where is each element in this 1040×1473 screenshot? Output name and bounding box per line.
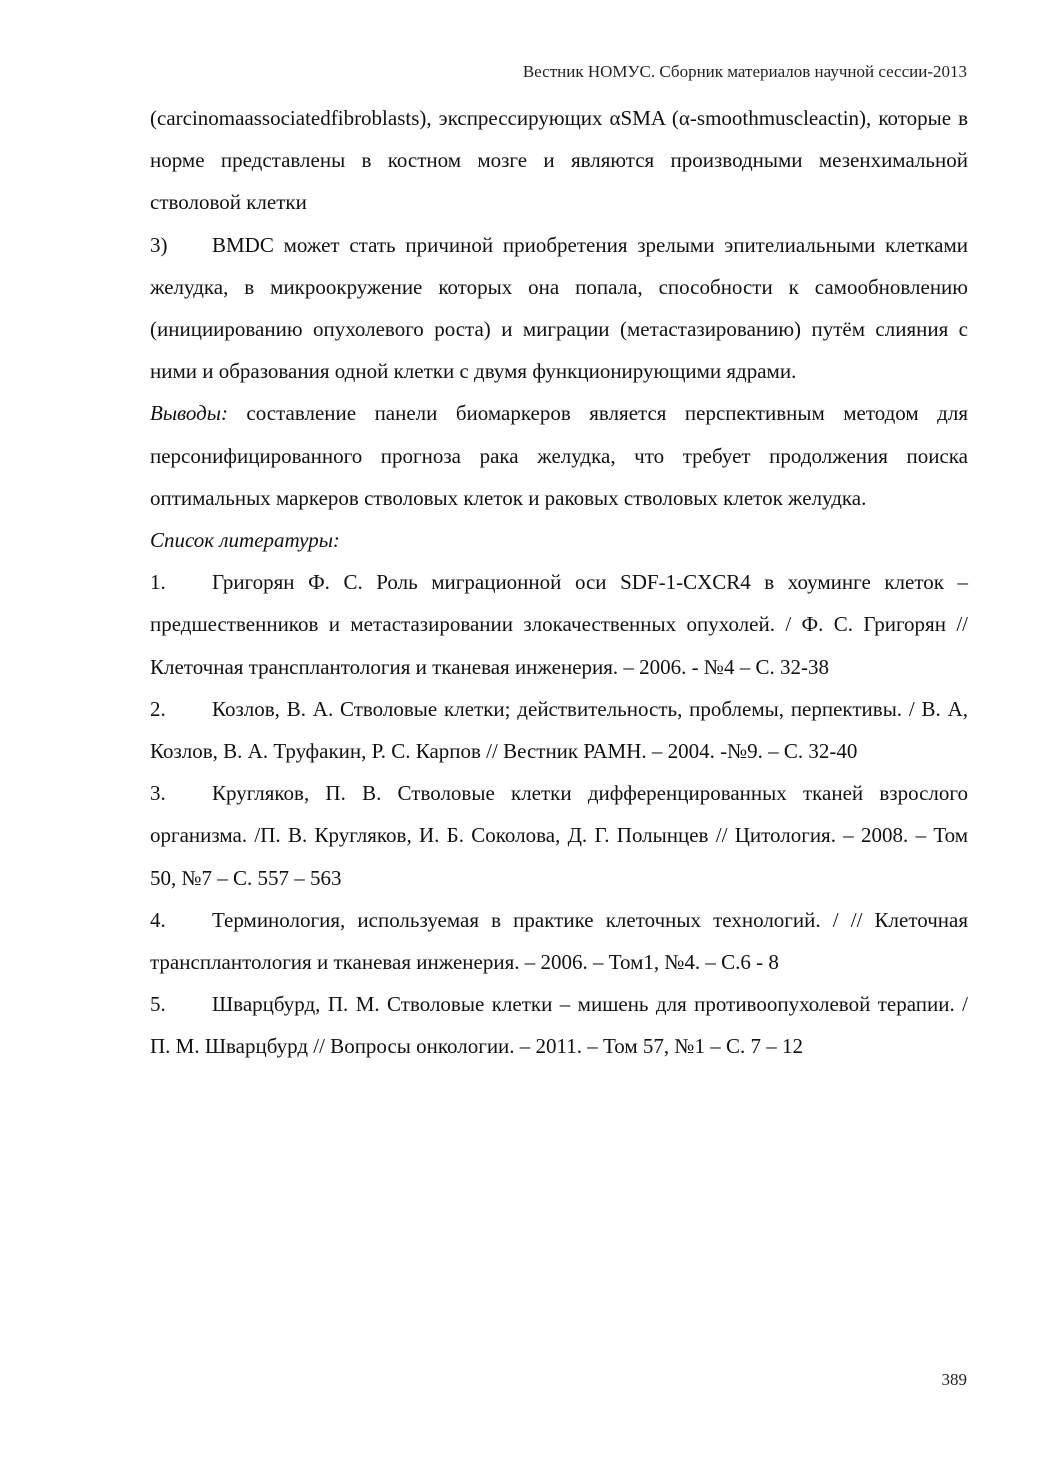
reference-item [150,561,968,688]
reference-text: Шварцбурд, П. М. Стволовые клетки – мишень для противоопухолевой терапии. / П. М. Шварцбурд // Вопросы онкологии. – 2011. – Том 57, №1 – С. 7 – 12 [150,992,968,1059]
conclusion-text: составление панели биомаркеров является перспективным методом для персонифицированного прогноза рака желудка, что требует продолжения поиска оптимальных маркеров стволовых клеток и раковых стволовых клеток желудка. [150,401,968,510]
continuation-paragraph: (carcinomaassociatedfibroblasts), экспрессирующих αSMA (α-smoothmuscleactin), которые в норме представлены в костном мозге и являются производными мезенхимальной стволовой клетки [150,106,968,215]
reference-text: Козлов, В. А. Стволовые клетки; действительность, проблемы, перпективы. / В. А, Козлов, В. А. Труфакин, Р. С. Карпов // Вестник РАМН. – 2004. -№9. – С. 32-40 [150,696,968,764]
reference-number: 4. [150,907,166,932]
references-heading: Список литературы: [150,528,340,553]
running-header: Вестник НОМУС. Сборник материалов научной сессии-2013 [522,62,967,81]
list-item-text: BMDC может стать причиной приобретения зрелыми эпителиальными клетками желудка, в микроокружение которых она попала, способности к самообновлению (инициированию опухолевого роста) и миграции (метастазированию) путём слияния с ними и образования одной клетки с двумя функционирующими ядрами. [150,232,968,384]
reference-item [150,899,968,983]
reference-number: 1. [150,570,166,595]
reference-text: Григорян Ф. С. Роль миграционной оси SDF-1-CXCR4 в хоуминге клеток – предшественников и метастазировании злокачественных опухолей. / Ф. С. Григорян // Клеточная трансплантология и тканевая инженерия. – 2006. - №4 – С. 32-38 [150,570,968,679]
conclusion-label: Выводы: [150,401,228,426]
reference-number: 2. [150,696,166,721]
body-text [150,97,968,1068]
page-number: 389 [941,1370,967,1389]
reference-item [150,983,968,1067]
reference-text: Терминология, используемая в практике клеточных технологий. / // Клеточная трансплантология и тканевая инженерия. – 2006. – Том1, №4. – С.6 - 8 [150,907,968,975]
reference-number: 3. [150,781,166,806]
reference-item [150,688,968,772]
conclusion-paragraph [150,392,968,519]
reference-number: 5. [150,992,166,1017]
list-item-number: 3) [150,232,168,257]
reference-text: Кругляков, П. В. Стволовые клетки дифференцированных тканей взрослого организма. /П. В. Кругляков, И. Б. Соколова, Д. Г. Полынцев // Цитология. – 2008. – Том 50, №7 – С. 557 – 563 [150,781,968,890]
list-item-3 [150,224,968,393]
reference-item [150,772,968,899]
